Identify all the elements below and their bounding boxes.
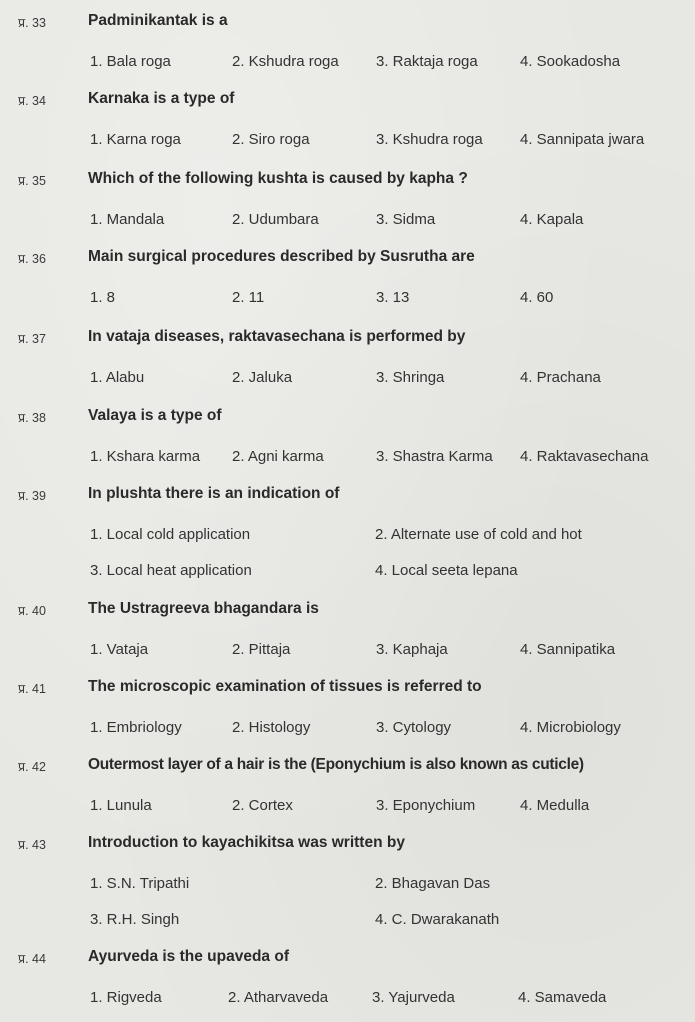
question-text: Karnaka is a type of <box>88 90 235 107</box>
question-number: प्र. 37 <box>18 332 46 346</box>
question-number: प्र. 36 <box>18 252 46 266</box>
option-3: 3. Shastra Karma <box>376 448 493 465</box>
option-4: 4. Medulla <box>520 797 590 814</box>
question-text: Which of the following kushta is caused by kapha ? <box>88 170 468 187</box>
option-2: 2. Kshudra roga <box>232 53 339 70</box>
option-3: 3. 13 <box>376 289 410 306</box>
option-3: 3. Cytology <box>376 719 452 736</box>
option-2: 2. 11 <box>232 289 265 306</box>
option-4: 4. Sannipata jwara <box>520 131 645 148</box>
question-number: प्र. 35 <box>18 174 46 188</box>
option-2: 2. Cortex <box>232 797 293 814</box>
option-3: 3. Shringa <box>376 369 445 386</box>
option-4: 4. Samaveda <box>518 989 607 1006</box>
option-2: 2. Udumbara <box>232 211 319 228</box>
option-1: 1. S.N. Tripathi <box>90 875 190 892</box>
option-2: 2. Agni karma <box>232 448 324 465</box>
option-1: 1. Bala roga <box>90 53 171 70</box>
question-text: Outermost layer of a hair is the (Eponychium is also known as cuticle) <box>88 756 584 773</box>
option-2: 2. Jaluka <box>232 369 293 386</box>
option-1: 1. Alabu <box>90 369 145 386</box>
option-4: 4. Sannipatika <box>520 641 616 658</box>
question-text: Valaya is a type of <box>88 407 222 424</box>
option-1: 1. Kshara karma <box>90 448 201 465</box>
option-2: 2. Bhagavan Das <box>375 875 491 892</box>
question-text: Ayurveda is the upaveda of <box>88 948 289 965</box>
option-1: 1. Rigveda <box>90 989 162 1006</box>
option-1: 1. Mandala <box>90 211 165 228</box>
question-text: The microscopic examination of tissues is referred to <box>88 678 482 695</box>
option-3: 3. Kaphaja <box>376 641 448 658</box>
option-4: 4. Prachana <box>520 369 601 386</box>
option-3: 3. Local heat application <box>90 562 252 579</box>
question-number: प्र. 42 <box>18 760 46 774</box>
question-text: In vataja diseases, raktavasechana is performed by <box>88 328 466 345</box>
option-1: 1. Lunula <box>90 797 152 814</box>
question-text: Main surgical procedures described by Susrutha are <box>88 248 475 265</box>
question-text: Introduction to kayachikitsa was written by <box>88 834 405 851</box>
option-1: 1. 8 <box>90 289 116 306</box>
question-number: प्र. 40 <box>18 604 46 618</box>
question-number: प्र. 44 <box>18 952 46 966</box>
option-2: 2. Atharvaveda <box>228 989 329 1006</box>
option-1: 1. Local cold application <box>90 526 251 543</box>
option-3: 3. Eponychium <box>376 797 476 814</box>
question-number: प्र. 43 <box>18 838 46 852</box>
question-text: Padminikantak is a <box>88 12 228 29</box>
question-number: प्र. 33 <box>18 16 46 30</box>
question-number: प्र. 38 <box>18 411 46 425</box>
option-2: 2. Histology <box>232 719 311 736</box>
option-1: 1. Vataja <box>90 641 149 658</box>
option-3: 3. Sidma <box>376 211 436 228</box>
option-4: 4. Local seeta lepana <box>375 562 518 579</box>
question-text: The Ustragreeva bhagandara is <box>88 600 319 617</box>
question-number: प्र. 39 <box>18 489 46 503</box>
option-4: 4. 60 <box>520 289 554 306</box>
question-number: प्र. 34 <box>18 94 46 108</box>
option-1: 1. Embriology <box>90 719 182 736</box>
option-4: 4. Sookadosha <box>520 53 621 70</box>
option-4: 4. Microbiology <box>520 719 621 736</box>
option-3: 3. Raktaja roga <box>376 53 478 70</box>
question-text: In plushta there is an indication of <box>88 485 340 502</box>
option-1: 1. Karna roga <box>90 131 181 148</box>
option-3: 3. Kshudra roga <box>376 131 483 148</box>
option-2: 2. Siro roga <box>232 131 310 148</box>
question-number: प्र. 41 <box>18 682 46 696</box>
option-3: 3. R.H. Singh <box>90 911 180 928</box>
option-2: 2. Alternate use of cold and hot <box>375 526 582 543</box>
option-3: 3. Yajurveda <box>372 989 455 1006</box>
option-4: 4. Kapala <box>520 211 584 228</box>
option-2: 2. Pittaja <box>232 641 291 658</box>
option-4: 4. Raktavasechana <box>520 448 649 465</box>
option-4: 4. C. Dwarakanath <box>375 911 500 928</box>
